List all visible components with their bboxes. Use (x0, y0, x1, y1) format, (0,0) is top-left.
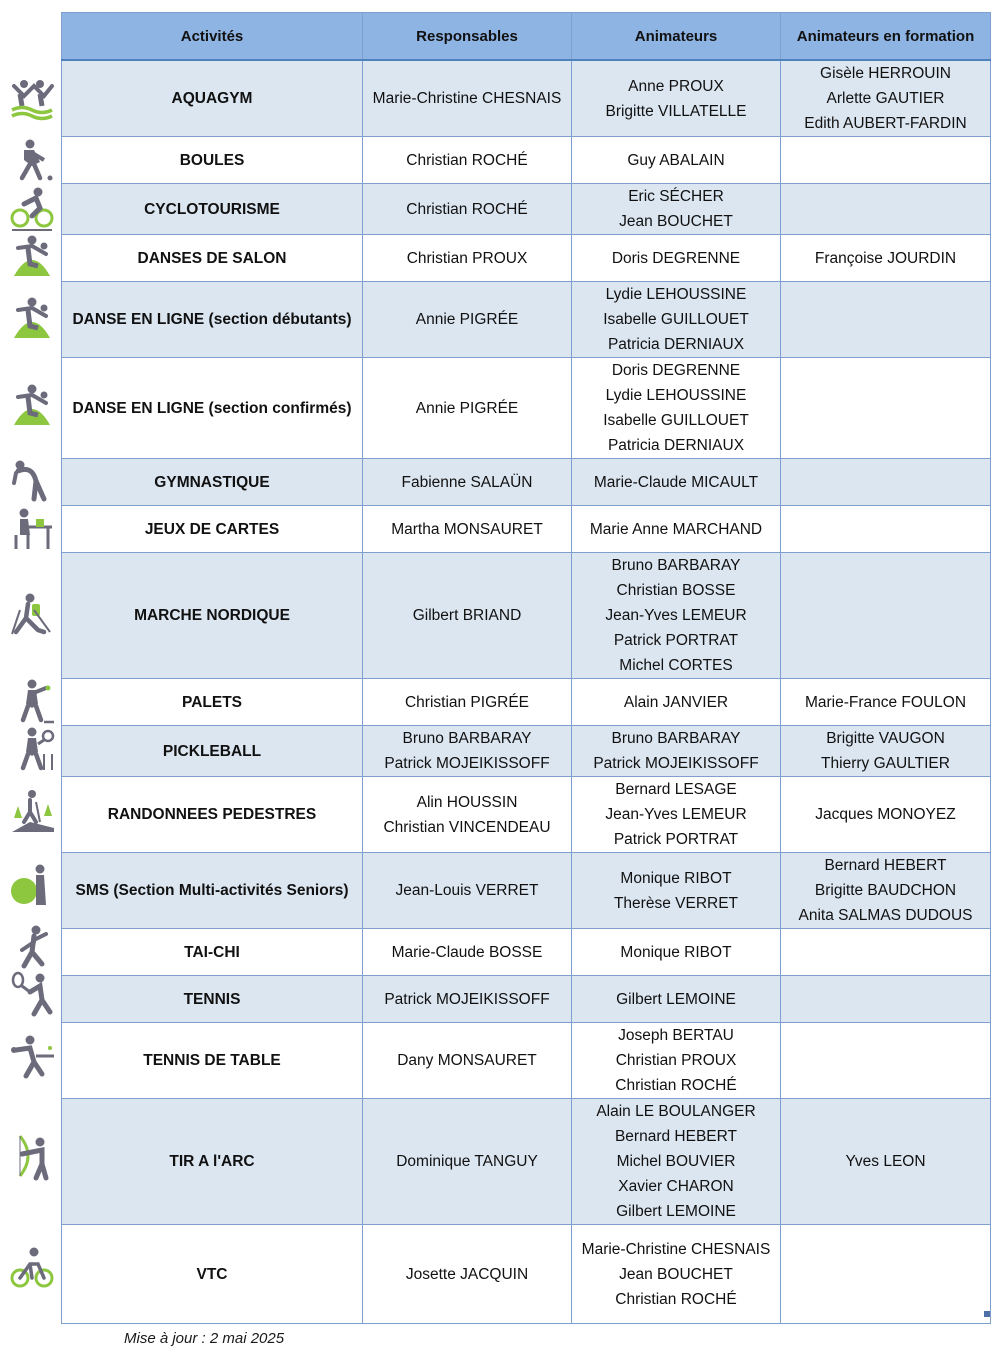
table-row (62, 853, 991, 929)
animateurs-cell (572, 553, 781, 679)
activity-name: DANSES DE SALON (62, 235, 363, 282)
activity-name: DANSE EN LIGNE (section débutants) (62, 282, 363, 358)
person-name: Bernard HEBERT (614, 1128, 738, 1145)
hiking-icon (8, 786, 56, 834)
person-name: Bruno BARBARAY (611, 730, 741, 747)
table-row (62, 358, 991, 459)
responsables-cell (363, 1023, 572, 1099)
dance-icon (8, 232, 56, 280)
formation-cell (781, 726, 991, 777)
person-name: Christian ROCHÉ (406, 200, 528, 218)
activity-icons-column (0, 0, 60, 1368)
table-row (62, 1023, 991, 1099)
cyclist-icon (8, 184, 56, 232)
nordic-walking-icon (8, 590, 56, 638)
formation-cell (781, 282, 991, 358)
person-name: Patricia DERNIAUX (607, 336, 745, 353)
table-row (62, 679, 991, 726)
person-name: Lydie LEHOUSSINE (605, 387, 747, 404)
person-name: Jacques MONOYEZ (815, 806, 956, 823)
fitness-ball-icon (8, 861, 56, 909)
animateurs-cell (572, 853, 781, 929)
person-name: Jean BOUCHET (619, 1265, 733, 1283)
person-name: Marie-Claude BOSSE (391, 943, 543, 961)
animateurs-cell (572, 1225, 781, 1324)
activity-name: AQUAGYM (62, 60, 363, 137)
person-name: Patrick MOJEIKISSOFF (384, 990, 550, 1008)
formation-cell (781, 60, 991, 137)
tai-chi-icon (8, 922, 56, 970)
person-name: Thierry GAULTIER (821, 755, 950, 772)
activity-name: TENNIS DE TABLE (62, 1023, 363, 1099)
archery-icon (8, 1132, 56, 1180)
responsables-cell (363, 459, 572, 506)
person-name: Marie-France FOULON (804, 693, 967, 711)
activity-name: SMS (Section Multi-activités Seniors) (62, 853, 363, 929)
person-name: Therèse VERRET (613, 894, 739, 912)
person-name: Michel CORTES (619, 657, 733, 674)
person-name: Christian BOSSE (616, 582, 736, 599)
person-name: Marie Anne MARCHAND (589, 520, 763, 538)
gymnastics-icon (8, 455, 56, 503)
table-row (62, 726, 991, 777)
table-header-row (62, 13, 991, 61)
responsables-cell (363, 137, 572, 184)
update-date: Mise à jour : 2 mai 2025 (124, 1330, 285, 1347)
responsables-cell (363, 358, 572, 459)
person-name: Dominique TANGUY (396, 1153, 538, 1170)
person-name: Bernard LESAGE (615, 781, 737, 798)
table-row (62, 777, 991, 853)
responsables-cell (363, 853, 572, 929)
person-name: Doris DEGRENNE (611, 362, 741, 379)
formation-cell (781, 1099, 991, 1225)
person-name: Jean-Louis VERRET (395, 882, 539, 899)
activity-name: TIR A l'ARC (62, 1099, 363, 1225)
person-name: Patrick MOJEIKISSOFF (384, 755, 550, 772)
person-name: Alain JANVIER (623, 693, 729, 711)
person-name: Christian ROCHÉ (615, 1290, 737, 1308)
person-name: Annie PIGRÉE (415, 399, 519, 417)
responsables-cell (363, 1225, 572, 1324)
person-name: Brigitte BAUDCHON (814, 882, 957, 899)
person-name: Alain LE BOULANGER (596, 1103, 756, 1120)
responsables-cell (363, 184, 572, 235)
formation-cell (781, 1023, 991, 1099)
activity-name: PALETS (62, 679, 363, 726)
person-name: Gilbert LEMOINE (616, 1203, 736, 1220)
person-name: Anne PROUX (628, 77, 724, 95)
responsables-cell (363, 553, 572, 679)
person-name: Christian VINCENDEAU (383, 818, 551, 836)
responsables-cell (363, 726, 572, 777)
table-row (62, 137, 991, 184)
person-name: Marie-Claude MICAULT (593, 473, 759, 491)
pickleball-icon (8, 724, 56, 772)
animateurs-cell (572, 459, 781, 506)
formation-cell (781, 235, 991, 282)
formation-cell (781, 853, 991, 929)
person-name: Gilbert LEMOINE (616, 990, 736, 1008)
person-name: Michel BOUVIER (616, 1153, 736, 1170)
person-name: Christian ROCHÉ (406, 151, 528, 169)
animateurs-cell (572, 137, 781, 184)
formation-cell (781, 506, 991, 553)
person-name: Xavier CHARON (618, 1178, 734, 1195)
aquagym-icon (8, 74, 56, 122)
person-name: Alin HOUSSIN (416, 793, 518, 811)
animateurs-cell (572, 726, 781, 777)
person-name: Doris DEGRENNE (611, 249, 741, 267)
person-name: Lydie LEHOUSSINE (605, 286, 747, 303)
person-name: Isabelle GUILLOUET (603, 311, 749, 328)
animateurs-cell (572, 184, 781, 235)
person-name: Marie-Christine CHESNAIS (372, 90, 562, 107)
person-name: Bernard HEBERT (824, 857, 947, 874)
animateurs-cell (572, 282, 781, 358)
table-row (62, 976, 991, 1023)
formation-cell (781, 777, 991, 853)
formation-cell (781, 929, 991, 976)
animateurs-cell (572, 976, 781, 1023)
person-name: Christian PROUX (615, 1052, 737, 1069)
responsables-cell (363, 929, 572, 976)
activity-name: DANSE EN LIGNE (section confirmés) (62, 358, 363, 459)
activity-name: VTC (62, 1225, 363, 1324)
table-row (62, 459, 991, 506)
header-activites: Activités (62, 13, 363, 61)
person-name: Yves LEON (845, 1153, 926, 1170)
card-games-icon (8, 503, 56, 551)
person-name: Jean-Yves LEMEUR (605, 806, 747, 823)
responsables-cell (363, 282, 572, 358)
formation-cell (781, 137, 991, 184)
formation-cell (781, 459, 991, 506)
table-tennis-icon (8, 1032, 56, 1080)
table-row (62, 282, 991, 358)
formation-cell (781, 679, 991, 726)
activity-name: TAI-CHI (62, 929, 363, 976)
animateurs-cell (572, 929, 781, 976)
animateurs-cell (572, 235, 781, 282)
boules-icon (8, 136, 56, 184)
person-name: Patrick MOJEIKISSOFF (593, 755, 759, 772)
responsables-cell (363, 777, 572, 853)
animateurs-cell (572, 1023, 781, 1099)
person-name: Edith AUBERT-FARDIN (804, 115, 967, 132)
person-name: Monique RIBOT (620, 943, 732, 961)
person-name: Jean BOUCHET (619, 213, 733, 230)
person-name: Eric SÉCHER (628, 188, 724, 205)
person-name: Christian PROUX (406, 249, 528, 267)
animateurs-cell (572, 358, 781, 459)
activity-name: CYCLOTOURISME (62, 184, 363, 235)
person-name: Patrick PORTRAT (613, 831, 739, 848)
person-name: Brigitte VILLATELLE (605, 102, 747, 120)
person-name: Anita SALMAS DUDOUS (798, 907, 973, 924)
activity-name: BOULES (62, 137, 363, 184)
animateurs-cell (572, 1099, 781, 1225)
person-name: Marie-Christine CHESNAIS (581, 1240, 771, 1258)
person-name: Fabienne SALAÜN (401, 473, 533, 491)
animateurs-cell (572, 679, 781, 726)
person-name: Christian ROCHÉ (615, 1077, 737, 1094)
formation-cell (781, 553, 991, 679)
table-row (62, 506, 991, 553)
person-name: Brigitte VAUGON (826, 730, 945, 747)
person-name: Guy ABALAIN (627, 151, 725, 169)
formation-cell (781, 1225, 991, 1324)
responsables-cell (363, 1099, 572, 1225)
person-name: Christian PIGRÉE (404, 693, 530, 711)
activity-name: RANDONNEES PEDESTRES (62, 777, 363, 853)
table-row (62, 1099, 991, 1225)
person-name: Patrick PORTRAT (613, 632, 739, 649)
person-name: Françoise JOURDIN (814, 249, 957, 267)
activity-name: JEUX DE CARTES (62, 506, 363, 553)
responsables-cell (363, 60, 572, 137)
person-name: Jean-Yves LEMEUR (605, 607, 747, 624)
table-row (62, 235, 991, 282)
table-row (62, 553, 991, 679)
formation-cell (781, 358, 991, 459)
responsables-cell (363, 235, 572, 282)
table-row (62, 1225, 991, 1324)
activities-table (61, 12, 991, 1324)
animateurs-cell (572, 777, 781, 853)
animateurs-cell (572, 506, 781, 553)
animateurs-cell (572, 60, 781, 137)
table-row (62, 60, 991, 137)
responsables-cell (363, 506, 572, 553)
person-name: Bruno BARBARAY (611, 557, 741, 574)
table-row (62, 929, 991, 976)
table-row (62, 184, 991, 235)
person-name: Dany MONSAURET (397, 1052, 537, 1069)
person-name: Isabelle GUILLOUET (603, 412, 749, 429)
activity-name: TENNIS (62, 976, 363, 1023)
bicycle-icon (8, 1244, 56, 1292)
corner-marker (984, 1311, 990, 1317)
tennis-icon (8, 970, 56, 1018)
header-responsables: Responsables (363, 13, 572, 61)
activity-name: PICKLEBALL (62, 726, 363, 777)
person-name: Bruno BARBARAY (402, 730, 532, 747)
header-animateurs: Animateurs (572, 13, 781, 61)
person-name: Arlette GAUTIER (826, 90, 945, 107)
person-name: Patricia DERNIAUX (607, 437, 745, 454)
formation-cell (781, 184, 991, 235)
person-name: Monique RIBOT (620, 869, 732, 887)
activity-name: MARCHE NORDIQUE (62, 553, 363, 679)
person-name: Martha MONSAURET (391, 520, 543, 538)
person-name: Josette JACQUIN (405, 1265, 529, 1283)
responsables-cell (363, 679, 572, 726)
palets-icon (8, 676, 56, 724)
activity-name: GYMNASTIQUE (62, 459, 363, 506)
person-name: Joseph BERTAU (618, 1027, 734, 1044)
dance-icon (8, 381, 56, 429)
formation-cell (781, 976, 991, 1023)
person-name: Gilbert BRIAND (412, 607, 522, 624)
person-name: Annie PIGRÉE (415, 311, 519, 328)
person-name: Gisèle HERROUIN (820, 65, 951, 82)
header-animateurs-en-formation: Animateurs en formation (781, 13, 991, 61)
responsables-cell (363, 976, 572, 1023)
dance-icon (8, 294, 56, 342)
